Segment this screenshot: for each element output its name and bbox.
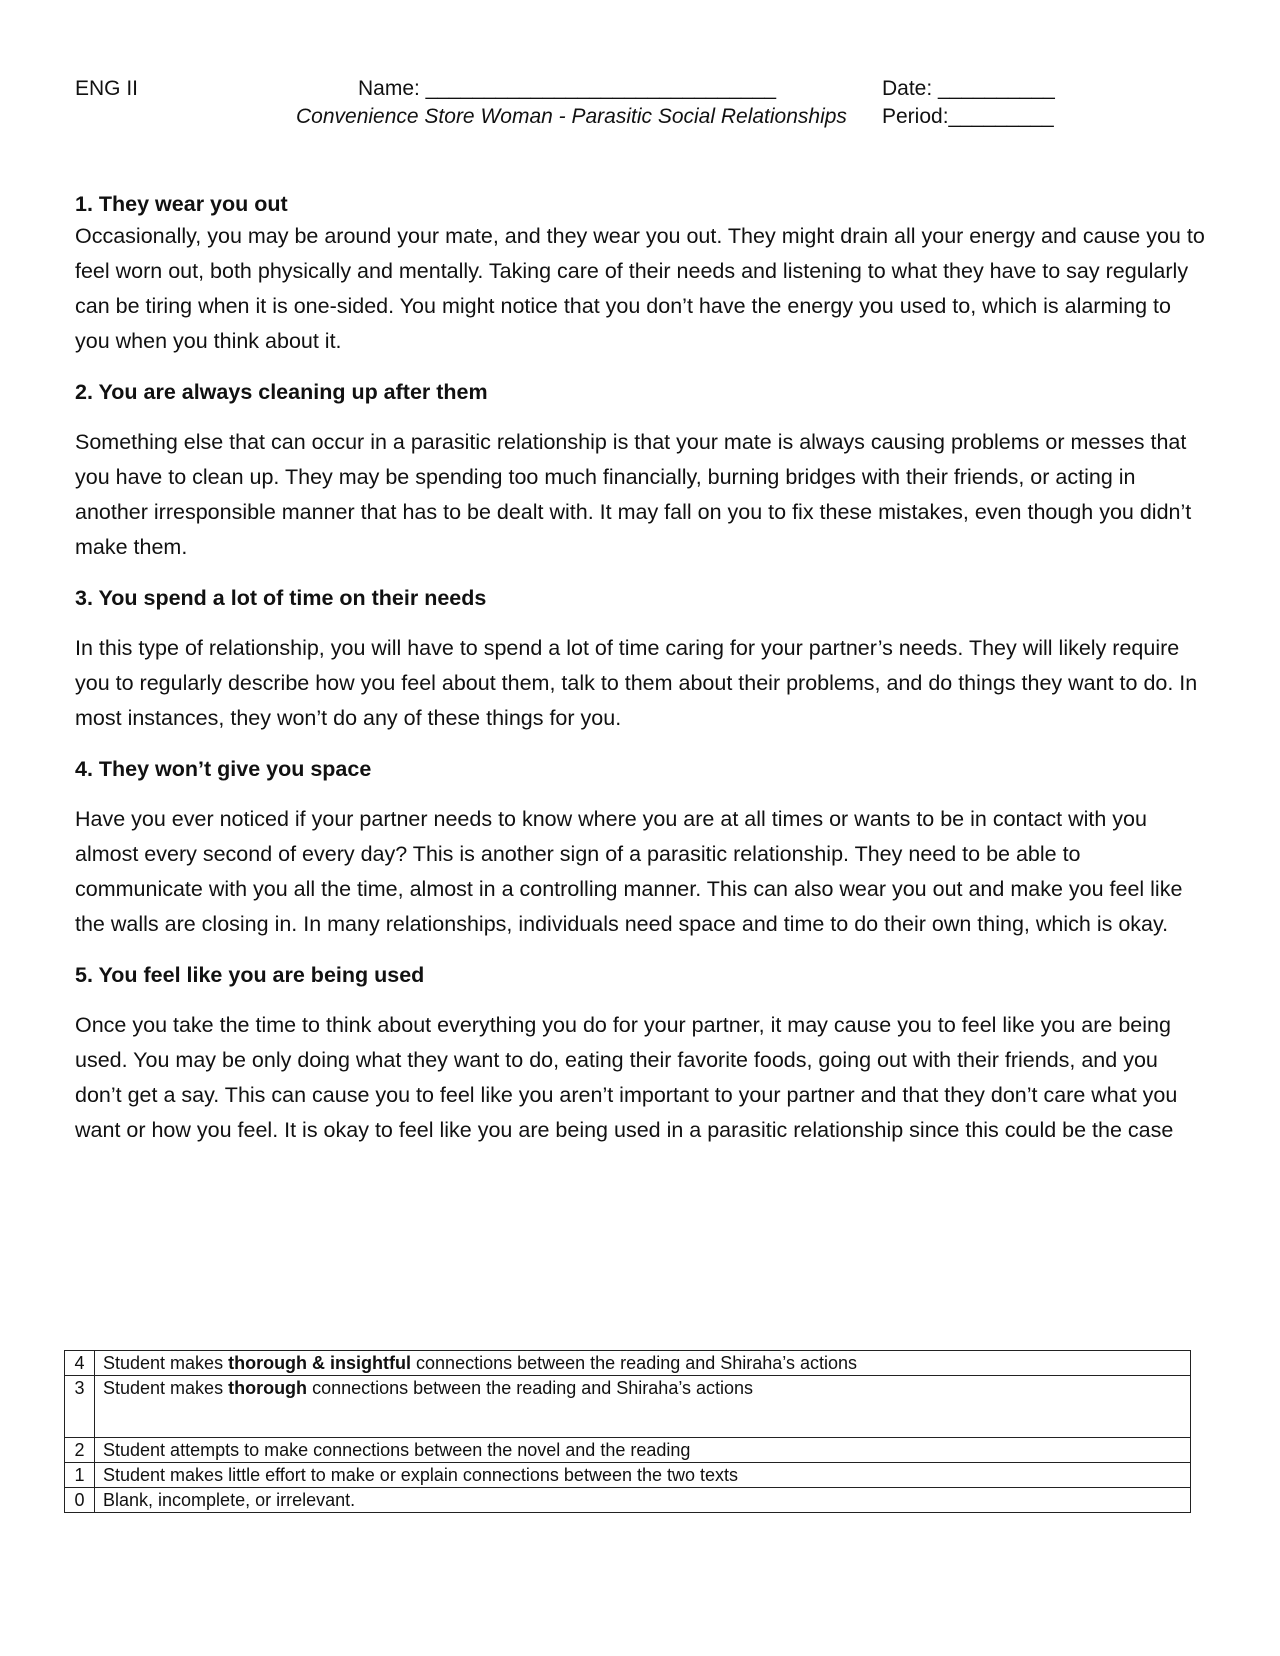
section-heading: 3. You spend a lot of time on their needs xyxy=(75,586,487,610)
rubric-description: Blank, incomplete, or irrelevant. xyxy=(95,1488,1191,1513)
section-heading: 5. You feel like you are being used xyxy=(75,963,425,987)
rubric-description: Student makes thorough & insightful connections between the reading and Shiraha’s actions xyxy=(95,1351,1191,1376)
reading-content xyxy=(75,189,1210,1166)
rubric-row xyxy=(65,1488,1191,1513)
rubric-score: 3 xyxy=(65,1376,95,1438)
section-heading: 1. They wear you out xyxy=(75,192,288,216)
section-heading: 4. They won’t give you space xyxy=(75,757,372,781)
rubric-description: Student attempts to make connections between the novel and the reading xyxy=(95,1438,1191,1463)
section-body: Occasionally, you may be around your mate, and they wear you out. They might drain all your energy and cause you to feel worn out, both physically and mentally. Taking care of their needs and listening to what they have to say regularly can be tiring when it is one-sided. You might notice that you don’t have the energy you used to, which is alarming to you when you think about it. xyxy=(75,224,1205,353)
rubric-description: Student makes thorough connections between the reading and Shiraha’s actions xyxy=(95,1376,1191,1438)
course-label: ENG II xyxy=(75,77,139,100)
rubric-row xyxy=(65,1376,1191,1438)
period-field: Period:_________ xyxy=(882,105,1054,128)
worksheet-title: Convenience Store Woman - Parasitic Social Relationships xyxy=(296,105,847,128)
rubric-description: Student makes little effort to make or explain connections between the two texts xyxy=(95,1463,1191,1488)
date-field: Date: __________ xyxy=(882,77,1055,100)
section-body: Something else that can occur in a parasitic relationship is that your mate is always causing problems or messes that you have to clean up. They may be spending too much financially, burning bridges with their friends, or acting in another irresponsible manner that has to be dealt with. It may fall on you to fix these mistakes, even though you didn’t make them. xyxy=(75,430,1192,559)
section-heading: 2. You are always cleaning up after them xyxy=(75,380,488,404)
rubric-table xyxy=(64,1350,1191,1513)
rubric-row xyxy=(65,1351,1191,1376)
section-wear-you-out xyxy=(75,189,1210,359)
rubric-score: 2 xyxy=(65,1438,95,1463)
name-field: Name: ______________________________ xyxy=(358,77,777,100)
section-time-on-needs xyxy=(75,583,1210,736)
rubric-score: 1 xyxy=(65,1463,95,1488)
section-body: Once you take the time to think about everything you do for your partner, it may cause you to feel like you are being used. You may be only doing what they want to do, eating their favorite foods, going out with their friends, and you don’t get a say. This can cause you to feel like you aren’t important to your partner and that they don’t care what you want or how you feel. It is okay to feel like you are being used in a parasitic relationship since this could be the case xyxy=(75,1013,1178,1142)
rubric-row xyxy=(65,1463,1191,1488)
section-body: Have you ever noticed if your partner needs to know where you are at all times or wants to be in contact with you almost every second of every day? This is another sign of a parasitic relationship. They need to be able to communicate with you all the time, almost in a controlling manner. This can also wear you out and make you feel like the walls are closing in. In many relationships, individuals need space and time to do their own thing, which is okay. xyxy=(75,807,1183,936)
section-cleaning-up xyxy=(75,377,1210,565)
rubric-row xyxy=(65,1438,1191,1463)
section-body: In this type of relationship, you will have to spend a lot of time caring for your partner’s needs. They will likely require you to regularly describe how you feel about them, talk to them about their problems, and do things they want to do. In most instances, they won’t do any of these things for you. xyxy=(75,636,1198,730)
rubric-score: 0 xyxy=(65,1488,95,1513)
section-being-used xyxy=(75,960,1210,1148)
section-no-space xyxy=(75,754,1210,942)
rubric-score: 4 xyxy=(65,1351,95,1376)
